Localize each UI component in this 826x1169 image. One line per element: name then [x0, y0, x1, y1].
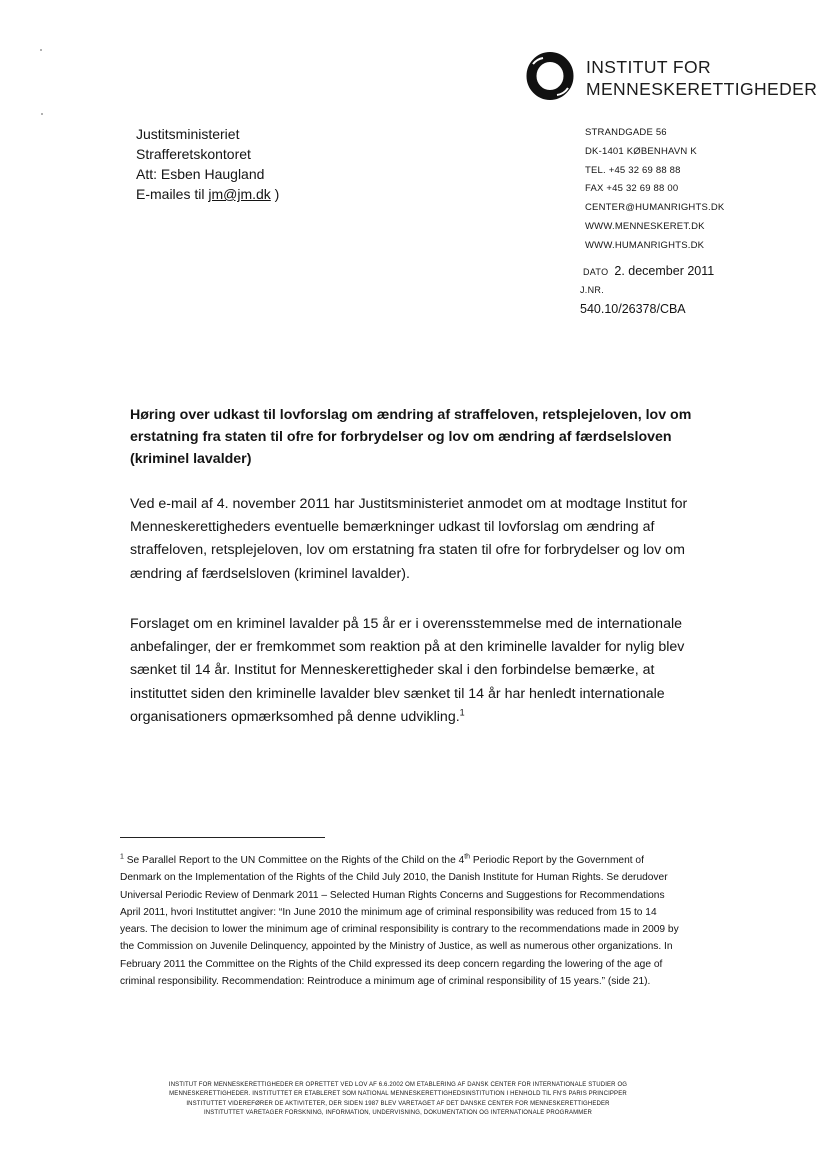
- footnote-text-a: Se Parallel Report to the UN Committee on the Rights of the Child on the 4: [123, 855, 465, 866]
- sender-contact-block: [585, 124, 724, 256]
- footnote-text-b: Periodic Report by the Government of Denmark on the Implementation of the Rights of the Child July 2010, the Danish Institute for Human Rights. Se derudover Universal Periodic Review of Denmark 2011 – Selected Human Rights Concerns and Suggestions for Recommendations April 2011, hvori Instituttet angiver: “In June 2010 the minimum age of criminal responsibility was reduced from 15 to 14 years. The decision to lower the minimum age of criminal responsibility is contrary to the recommendations made in 2009 by the Commission on Juvenile Delinquency, appointed by the Ministry of Justice, as well as numerous other organizations. In February 2011 the Committee on the Rights of the Child expressed its deep concern regarding the lowering of the age of criminal responsibility. Recommendation: Reintroduce a minimum age of criminal responsibility of 15 years.” (side 21).: [120, 855, 679, 988]
- date-row: [583, 264, 714, 278]
- contact-web-dk: WWW.MENNESKERET.DK: [585, 220, 705, 232]
- date-label: DATO: [583, 267, 609, 277]
- scan-speck: [41, 113, 43, 115]
- legal-notice-line-3: INSTITUTTET VIDEREFØRER DE AKTIVITETER, DER SIDEN 1987 BLEV VARETAGET AF DET DANSKE CENTER FOR MENNESKERETTIGHEDER: [186, 1100, 610, 1107]
- institute-logo-text: [586, 56, 817, 100]
- footnote: [120, 852, 680, 990]
- body-paragraph-2-text: Forslaget om en kriminel lavalder på 15 år er i overensstemmelse med de internationale anbefalinger, der er fremkommet som reaktion på at den kriminelle lavalder for nylig blev sænket til 14 år. Institut for Menneskerettigheder skal i den forbindelse bemærke, at instituttet siden den kriminelle lavalder blev sænket til 14 år har henledt internationale organisationers opmærksomhed på denne udvikling.: [130, 616, 685, 725]
- jnr-label: J.NR.: [580, 285, 604, 295]
- institute-ring-logo-icon: [524, 50, 576, 102]
- footnote-ordinal-sup: th: [464, 853, 471, 861]
- letter-subject-heading: Høring over udkast til lovforslag om ændring af straffeloven, retsplejeloven, lov om erstatning fra staten til ofre for forbrydelser og lov om ændring af færdselsloven (kriminel lavalder): [130, 407, 692, 467]
- body-paragraph-1: Ved e-mail af 4. november 2011 har Justitsministeriet anmodet om at modtage Institut for Menneskerettigheders eventuelle bemærkninger udkast til lovforslag om ændring af straffeloven, retsplejeloven, lov om erstatning fra staten til ofre for forbrydelser og lov om ændring af færdselsloven (kriminel lavalder).: [130, 496, 688, 582]
- logo-line-2: MENNESKERETTIGHEDER: [586, 79, 818, 99]
- logo-line-1: INSTITUT FOR: [586, 57, 712, 77]
- email-suffix: ): [270, 186, 280, 202]
- recipient-address: [136, 124, 279, 204]
- legal-notice-line-2: MENNESKERETTIGHEDER. INSTITUTTET ER ETABLERET SOM NATIONAL MENNESKERETTIGHEDSINSTITUTION I HENHOLD TIL FN'S PARIS PRINCIPPER: [169, 1091, 627, 1098]
- footnote-reference: 1: [459, 707, 465, 718]
- recipient-office: Strafferetskontoret: [136, 146, 251, 162]
- contact-city: DK-1401 KØBENHAVN K: [585, 145, 697, 157]
- footnote-divider: [120, 837, 325, 838]
- recipient-email-line: [136, 184, 279, 204]
- body-paragraph-2: [130, 613, 710, 729]
- footnote-number: 1: [120, 853, 124, 861]
- legal-notice: [133, 1081, 663, 1118]
- legal-notice-line-4: INSTITUTTET VARETAGER FORSKNING, INFORMATION, UNDERVISNING, DOKUMENTATION OG INTERNATIONALE PROGRAMMER: [203, 1109, 593, 1116]
- legal-notice-line-1: INSTITUT FOR MENNESKERETTIGHEDER ER OPRETTET VED LOV AF 6.6.2002 OM ETABLERING AF DANSK CENTER FOR INTERNATIONALE STUDIER OG: [168, 1082, 628, 1088]
- recipient-ministry: Justitsministeriet: [136, 126, 240, 142]
- contact-street: STRANDGADE 56: [585, 127, 667, 138]
- date-value: 2. december 2011: [614, 264, 715, 278]
- jnr-value: 540.10/26378/CBA: [580, 302, 686, 316]
- contact-fax: FAX +45 32 69 88 00: [585, 183, 679, 195]
- recipient-email-link[interactable]: jm@jm.dk: [208, 186, 271, 202]
- recipient-attention: Att: Esben Haugland: [136, 166, 265, 182]
- scan-speck: [40, 49, 42, 51]
- contact-email: CENTER@HUMANRIGHTS.DK: [585, 202, 725, 214]
- contact-tel: TEL. +45 32 69 88 88: [585, 164, 681, 176]
- contact-web-en: WWW.HUMANRIGHTS.DK: [585, 239, 705, 251]
- email-prefix: E-mailes til: [136, 186, 209, 202]
